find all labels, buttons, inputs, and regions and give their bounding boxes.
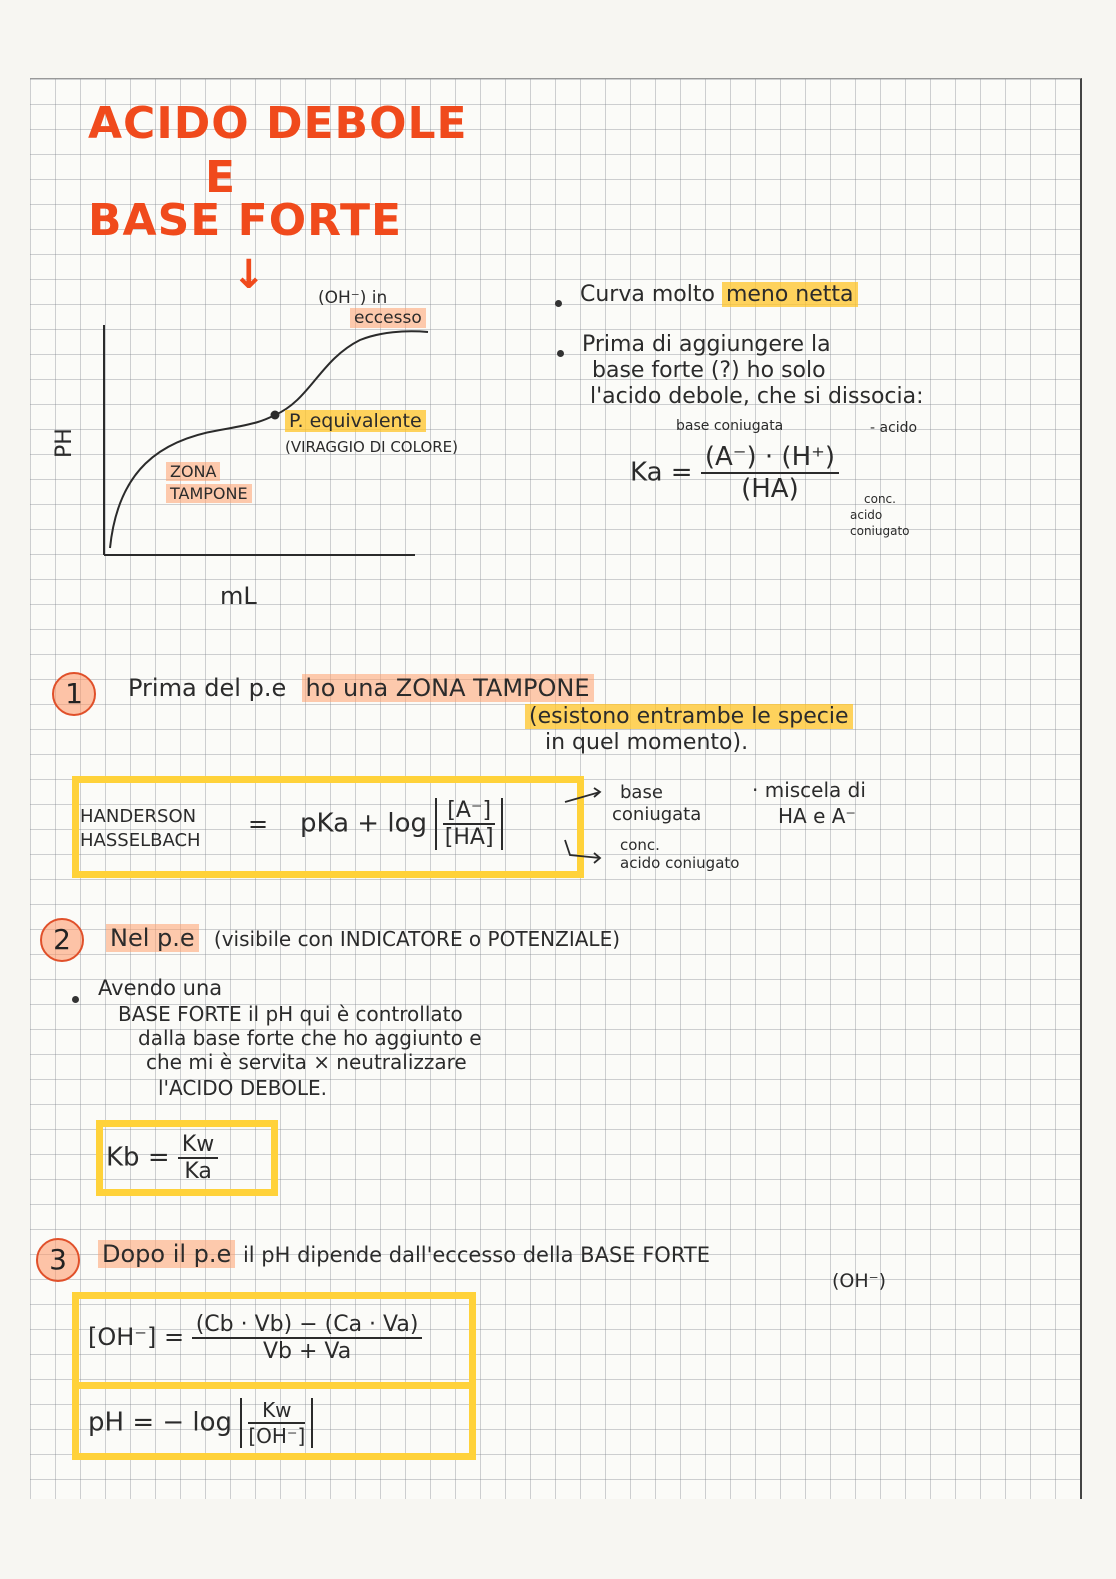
note-curve: Curva molto meno netta (580, 282, 858, 307)
note-before-addition-3: l'acido debole, che si dissocia: (590, 384, 924, 409)
x-axis-label: mL (220, 582, 257, 610)
ka-equation: Ka = $\frac{(A^-) \cdot (H^+)}{(HA)}$ (630, 442, 839, 504)
annotation-conc-1: conc. (864, 492, 896, 506)
box-divider (72, 1382, 476, 1389)
section1-note-2: in quel momento). (545, 730, 749, 755)
section3-oh-note: (OH⁻) (832, 1270, 887, 1292)
section-number-2: 2 (40, 918, 84, 962)
section2-line-4: che mi è servita × neutralizzare (146, 1050, 467, 1074)
excess-label-1: (OH⁻) in (318, 288, 388, 308)
annotation-conc-3: coniugato (850, 524, 910, 538)
mixture-note-2: HA e A⁻ (778, 804, 856, 828)
hh-annotation-acid-1: conc. (620, 836, 660, 854)
bullet-dot (557, 350, 564, 357)
y-axis-label: PH (52, 428, 77, 458)
note-before-addition-2: base forte (?) ho solo (592, 358, 826, 383)
section3-heading: Dopo il p.e il pH dipende dall'eccesso della BASE FORTE (98, 1240, 710, 1268)
section2-line-2: BASE FORTE il pH qui è controllato (118, 1002, 463, 1026)
hh-equation: pKa + log $\frac{[A^-]}{[HA]}$ (300, 798, 503, 850)
buffer-zone-label-1: ZONA (166, 462, 220, 481)
hh-equals: = (248, 810, 269, 838)
title-line-1: ACIDO DEBOLE (88, 98, 468, 149)
buffer-zone-label-2: TAMPONE (166, 484, 252, 503)
section-number-3: 3 (36, 1238, 80, 1282)
section2-line-1: Avendo una (98, 976, 223, 1000)
mixture-note-1: · miscela di (752, 778, 866, 802)
annotation-conc-2: acido (850, 508, 883, 522)
ph-formula: pH = − log $\frac{Kw}{[OH^-]}$ (88, 1398, 313, 1448)
hh-annotation-base-2: coniugata (612, 804, 702, 825)
section1-heading: Prima del p.e ho una ZONA TAMPONE (128, 674, 594, 702)
hh-annotation-base-1: base (620, 782, 663, 803)
equivalence-point-sublabel: (VIRAGGIO DI COLORE) (285, 438, 458, 456)
section2-heading: Nel p.e (visibile con INDICATORE o POTENZIALE) (106, 924, 620, 952)
equivalence-point-dot (271, 411, 280, 420)
annotation-acid: - acido (870, 420, 918, 436)
hh-name-2: HASSELBACH (80, 830, 201, 851)
annotation-conjugate-base: base coniugata (676, 418, 784, 434)
title-line-3: BASE FORTE (88, 195, 403, 246)
oh-concentration-formula: [OH⁻] = $\frac{(Cb \cdot Vb) - (Ca \cdot Va)}{Vb + Va}$ (88, 1312, 422, 1364)
section2-line-3: dalla base forte che ho aggiunto e (138, 1026, 482, 1050)
equivalence-point-label: P. equivalente (285, 410, 426, 432)
section1-note-1: (esistono entrambe le specie (525, 704, 853, 729)
annotation-arrows (560, 780, 610, 870)
title-line-2: E (205, 152, 237, 203)
down-arrow-icon: ↓ (232, 252, 267, 298)
hh-name-1: HANDERSON (80, 806, 197, 827)
note-before-addition-1: Prima di aggiungere la (582, 332, 831, 357)
kb-formula: Kb = $\frac{Kw}{Ka}$ (106, 1132, 218, 1184)
section-number-1: 1 (52, 672, 96, 716)
bullet-dot (555, 300, 562, 307)
hh-annotation-acid-2: acido coniugato (620, 854, 740, 872)
bullet-dot (72, 996, 79, 1003)
section2-line-5: l'ACIDO DEBOLE. (158, 1076, 328, 1100)
excess-label-2: eccesso (350, 308, 426, 328)
